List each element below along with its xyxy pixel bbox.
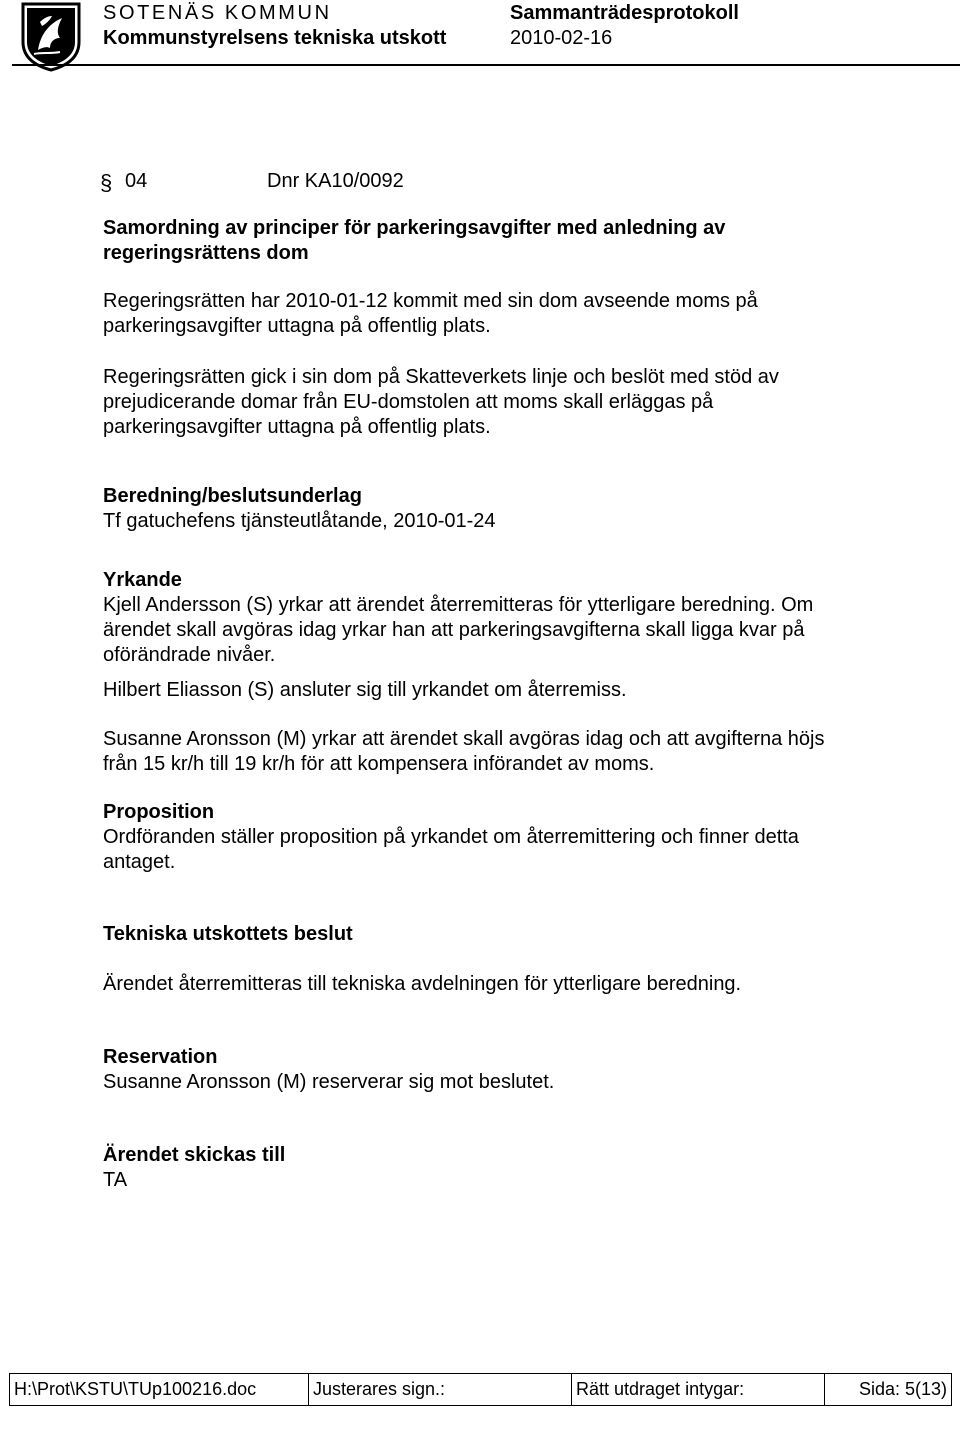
footer-justerares: Justerares sign.: [309, 1374, 572, 1406]
text-line: Regeringsrätten gick i sin dom på Skatteverkets linje och beslöt med stöd av [103, 366, 779, 388]
footer-table [9, 1373, 952, 1406]
committee-name: Kommunstyrelsens tekniska utskott [103, 27, 447, 49]
text-line: Kjell Andersson (S) yrkar att ärendet återremitteras för ytterligare beredning. Om [103, 594, 814, 616]
yrkande-counter-motion [103, 727, 903, 777]
text-line: Hilbert Eliasson (S) ansluter sig till yrkandet om återremiss. [103, 679, 627, 701]
section-heading: Beredning/beslutsunderlag [103, 485, 362, 507]
paragraph-ruling [103, 289, 903, 339]
diary-number: Dnr KA10/0092 [267, 170, 404, 192]
text-line: parkeringsavgifter uttagna på offentlig plats. [103, 416, 491, 438]
item-title-line: Samordning av principer för parkeringsavgifter med anledning av [103, 217, 726, 239]
section-skickas [103, 1143, 903, 1193]
decision-text: Ärendet återremitteras till tekniska avdelningen för ytterligare beredning. [103, 973, 742, 995]
municipal-coat-of-arms-icon [20, 2, 82, 72]
text-line: Susanne Aronsson (M) yrkar att ärendet skall avgöras idag och att avgifterna höjs [103, 728, 825, 750]
yrkande-support [103, 678, 903, 703]
text-line: Regeringsrätten har 2010-01-12 kommit med sin dom avseende moms på [103, 290, 758, 312]
section-yrkande [103, 568, 903, 668]
text-line: oförändrade nivåer. [103, 644, 276, 666]
section-reservation [103, 1045, 903, 1095]
text-line: parkeringsavgifter uttagna på offentlig plats. [103, 315, 491, 337]
text-line: Ordföranden ställer proposition på yrkandet om återremittering och finner detta [103, 826, 799, 848]
text-line: antaget. [103, 851, 176, 873]
text-line: Susanne Aronsson (M) reserverar sig mot beslutet. [103, 1071, 555, 1093]
text-line: prejudicerande domar från EU-domstolen att moms skall erläggas på [103, 391, 714, 413]
header-divider [12, 64, 960, 66]
footer-file-path: H:\Prot\KSTU\TUp100216.doc [10, 1374, 309, 1406]
document-type: Sammanträdesprotokoll [510, 2, 739, 24]
section-proposition [103, 800, 903, 875]
footer-page: Sida: 5(13) [825, 1374, 952, 1406]
footer-row [10, 1374, 952, 1406]
item-title [103, 216, 903, 266]
coat-of-arms-logo [20, 2, 82, 72]
section-heading: Yrkande [103, 569, 182, 591]
section-beredning [103, 484, 903, 534]
municipality-name: SOTENÄS KOMMUN [103, 2, 332, 24]
item-title-line: regeringsrättens dom [103, 242, 309, 264]
footer-ratt-utdraget: Rätt utdraget intygar: [572, 1374, 825, 1406]
text-line: TA [103, 1169, 128, 1191]
text-line: från 15 kr/h till 19 kr/h för att kompensera införandet av moms. [103, 753, 655, 775]
meeting-date: 2010-02-16 [510, 27, 613, 49]
text-line: Tf gatuchefens tjänsteutlåtande, 2010-01-24 [103, 510, 496, 532]
section-heading: Ärendet skickas till [103, 1144, 286, 1166]
paragraph-reasoning [103, 365, 903, 440]
section-sign: § [100, 170, 113, 195]
section-heading-beslut: Tekniska utskottets beslut [103, 923, 353, 945]
section-heading: Reservation [103, 1046, 218, 1068]
text-line: ärendet skall avgöras idag yrkar han att parkeringsavgifterna skall ligga kvar på [103, 619, 805, 641]
section-heading: Proposition [103, 801, 215, 823]
item-number: 04 [125, 170, 148, 192]
